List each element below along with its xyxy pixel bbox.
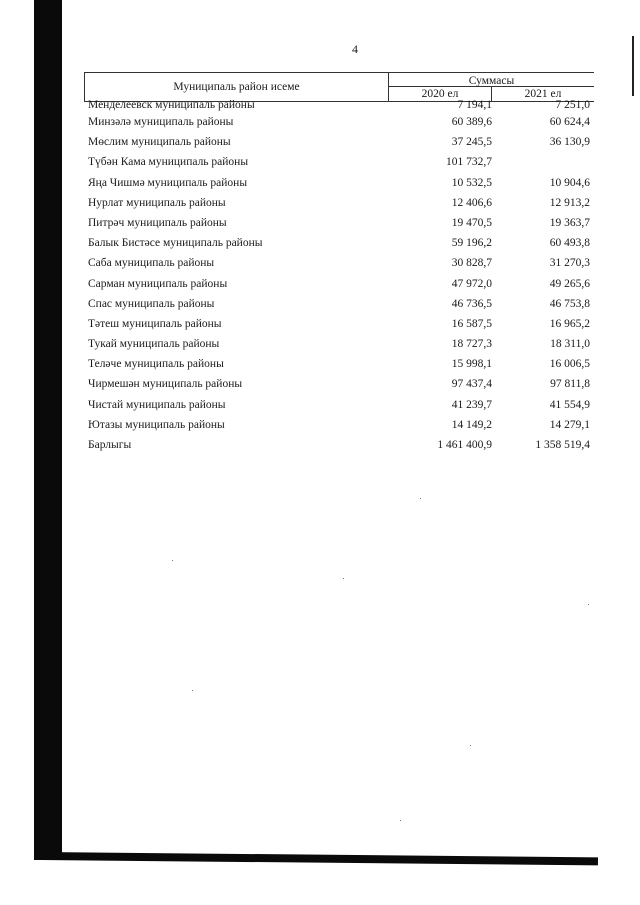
scan-speck: [400, 820, 401, 821]
district-name: Минзәлә муниципаль районы: [88, 116, 234, 128]
district-name: Саба муниципаль районы: [88, 257, 215, 270]
sum-2020: 60 389,6: [451, 116, 492, 128]
table-row: [84, 99, 594, 114]
district-name: Яңа Чишмә муниципаль районы: [88, 176, 248, 189]
sum-2021: 19 363,7: [549, 216, 590, 229]
table-row: [84, 336, 594, 356]
header-year-2020: 2020 ел: [389, 87, 492, 101]
table-row: [84, 276, 594, 296]
scan-shadow-bottom: [40, 852, 598, 865]
sum-2021: 14 279,1: [549, 418, 590, 431]
sum-2021: 46 753,8: [549, 297, 590, 310]
municipal-sums-table: [84, 72, 594, 457]
district-name: Барлыгы: [88, 439, 132, 451]
scan-speck: [470, 745, 471, 746]
sum-2021: 97 811,8: [550, 378, 590, 391]
district-name: Сарман муниципаль районы: [88, 277, 228, 290]
sum-2021: 12 913,2: [549, 196, 590, 209]
table-row: [84, 417, 594, 437]
table-row: [84, 437, 594, 457]
sum-2020: 19 470,5: [451, 216, 492, 229]
sum-2020: 47 972,0: [451, 277, 492, 290]
table-row: [84, 154, 594, 174]
header-district-name: Муниципаль район исеме: [84, 73, 389, 101]
scan-shadow-left: [34, 0, 62, 860]
scan-speck: [172, 560, 173, 561]
table-row: [84, 195, 594, 215]
district-name: Тәтеш муниципаль районы: [88, 317, 222, 330]
sum-2021: 16 965,2: [549, 317, 590, 330]
district-name: Балык Бистәсе муниципаль районы: [88, 237, 263, 250]
page-number: 4: [352, 42, 358, 56]
sum-2020: 10 532,5: [451, 176, 492, 189]
header-year-2021: 2021 ел: [524, 88, 562, 100]
table-row: [84, 215, 594, 235]
district-name: Тукай муниципаль районы: [88, 338, 220, 351]
sum-2021: 16 006,5: [549, 358, 590, 371]
table-row: [84, 296, 594, 316]
district-name: Түбән Кама муниципаль районы: [88, 156, 249, 169]
scan-speck: [343, 578, 344, 579]
sum-2020: 46 736,5: [451, 297, 492, 310]
district-name: Менделеевск муниципаль районы: [88, 99, 255, 111]
sum-2020: 30 828,7: [451, 257, 492, 270]
district-name: Чирмешән муниципаль районы: [88, 378, 243, 391]
sum-2020: 1 461 400,9: [437, 439, 492, 451]
table-row: [84, 376, 594, 396]
table-row: [84, 114, 594, 134]
sum-2020: 15 998,1: [451, 358, 492, 371]
sum-2020: 18 727,3: [451, 338, 492, 351]
sum-2021: 7 251,0: [555, 99, 590, 111]
sum-2020: 97 437,4: [451, 378, 492, 391]
sum-2021: 60 624,4: [549, 116, 590, 128]
table-row: [84, 397, 594, 417]
sum-2021: 60 493,8: [549, 237, 590, 250]
sum-2020: 41 239,7: [451, 398, 492, 411]
sum-2021: 10 904,6: [549, 176, 590, 189]
district-name: Чистай муниципаль районы: [88, 398, 226, 411]
scan-speck: [420, 498, 421, 499]
sum-2020: 16 587,5: [451, 317, 492, 330]
table-row: [84, 134, 594, 154]
district-name: Теләче муниципаль районы: [88, 358, 224, 371]
scan-speck: [192, 690, 193, 691]
table-row: [84, 255, 594, 275]
table-row: [84, 316, 594, 336]
sum-2021: 18 311,0: [550, 338, 590, 351]
sum-2020: 37 245,5: [451, 136, 492, 149]
table-row: [84, 175, 594, 195]
sum-2021: 31 270,3: [549, 257, 590, 270]
sum-2021: 41 554,9: [549, 398, 590, 411]
table-row: [84, 235, 594, 255]
sum-2020: 7 194,1: [457, 99, 492, 111]
sum-2020: 101 732,7: [446, 156, 492, 169]
table-header: [84, 72, 594, 102]
sum-2020: 14 149,2: [451, 418, 492, 431]
district-name: Мөслим муниципаль районы: [88, 136, 231, 149]
sum-2020: 12 406,6: [451, 196, 492, 209]
scan-mark-right: [632, 36, 634, 96]
scan-speck: [588, 604, 589, 605]
sum-2021: 1 358 519,4: [535, 439, 590, 451]
header-sums: Суммасы: [389, 73, 594, 87]
sum-2020: 59 196,2: [451, 237, 492, 250]
table-body: [84, 99, 594, 457]
district-name: Питрәч муниципаль районы: [88, 216, 227, 229]
sum-2021: 36 130,9: [549, 136, 590, 149]
district-name: Нурлат муниципаль районы: [88, 196, 226, 209]
table-row: [84, 356, 594, 376]
district-name: Ютазы муниципаль районы: [88, 418, 225, 431]
district-name: Спас муниципаль районы: [88, 297, 215, 310]
sum-2021: 49 265,6: [549, 277, 590, 290]
